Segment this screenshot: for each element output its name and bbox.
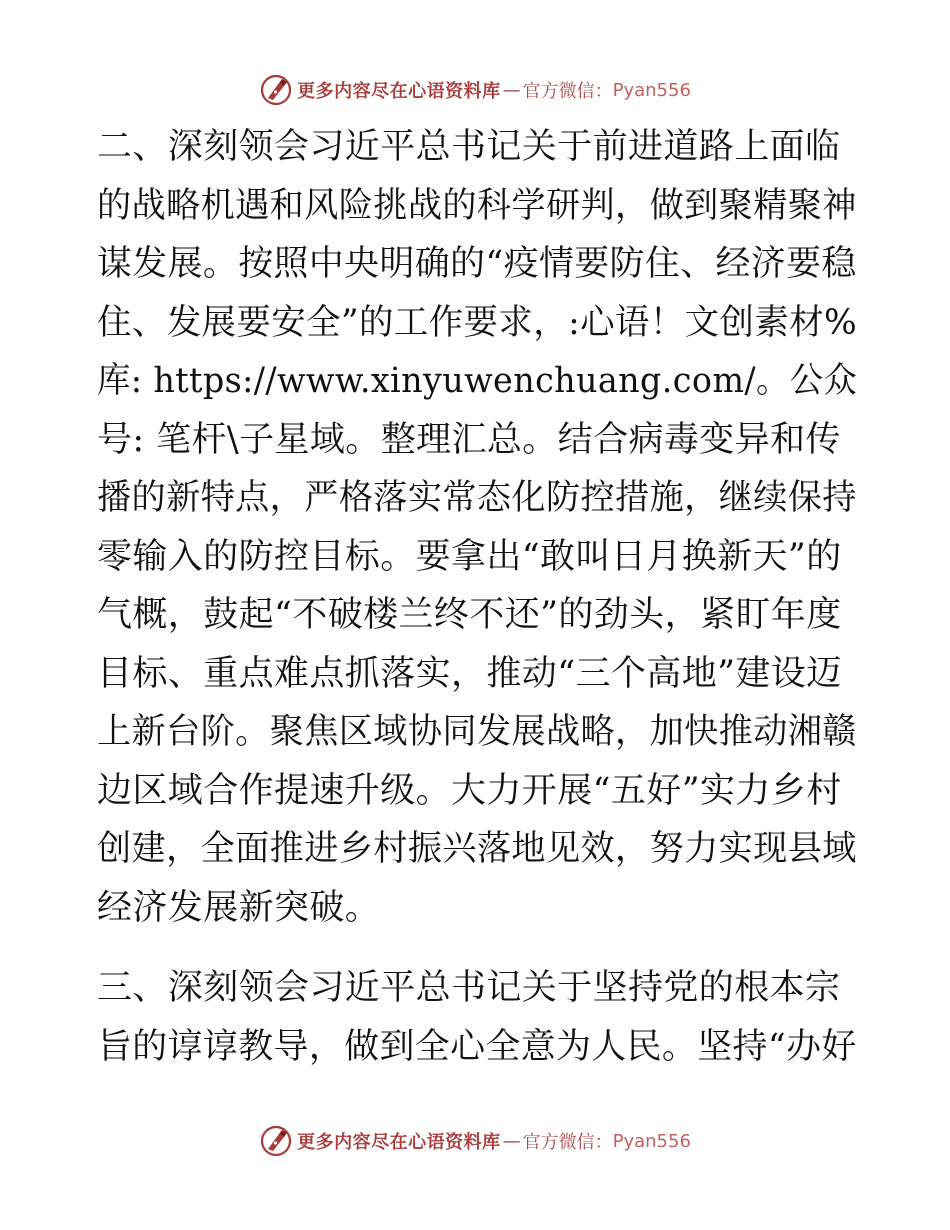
text-line: 谋发展。按照中央明确的“疫情要防住、经济要稳 (97, 244, 857, 284)
header-brand: 更多内容尽在心语资料库 (297, 81, 501, 102)
text-line: 零输入的防控目标。要拿出“敢叫日月换新天”的 (97, 536, 842, 577)
text-line: 二、深刻领会习近平总书记关于前进道路上面临 (97, 127, 841, 167)
text-line: 创建，全面推进乡村振兴落地见效，努力实现县域 (97, 829, 857, 869)
header-watermark (0, 70, 950, 110)
header-official: 官方微信： (522, 81, 613, 102)
text-line: 经济发展新突破。 (97, 887, 381, 928)
text-line: 气概，鼓起“不破楼兰终不还”的劲头，紧盯年度 (97, 595, 842, 635)
text-line: 目标、重点难点抓落实，推动“三个高地”建设迈 (97, 653, 842, 694)
footer-watermark (0, 1121, 950, 1161)
header-wechat-id: Pyan556 (612, 79, 691, 101)
pen-nib-icon (259, 1124, 293, 1158)
text-line: 的战略机遇和风险挑战的科学研判，做到聚精聚神 (97, 185, 857, 226)
text-line: 上新台阶。聚焦区域协同发展战略，加快推动湘赣 (97, 712, 857, 752)
paragraph-3 (97, 959, 857, 1076)
footer-official: 官方微信： (522, 1132, 613, 1153)
text-line: 住、发展要安全”的工作要求，:心语！文创素材% (97, 302, 858, 343)
text-line: 库: https://www.xinyuwenchuang.com/。公众 (97, 361, 858, 401)
header-separator: — (502, 79, 521, 101)
pen-nib-icon (259, 73, 293, 107)
paragraph-2 (97, 118, 857, 937)
text-line: 播的新特点，严格落实常态化防控措施，继续保持 (97, 478, 857, 518)
text-line: 号: 笔杆\子星域。整理汇总。结合病毒变异和传 (97, 419, 841, 460)
footer-separator: — (502, 1130, 521, 1152)
text-line: 边区域合作提速升级。大力开展“五好”实力乡村 (97, 770, 842, 811)
footer-brand: 更多内容尽在心语资料库 (297, 1132, 501, 1153)
document-body (97, 118, 857, 1076)
text-line: 三、深刻领会习近平总书记关于坚持党的根本宗 (97, 968, 841, 1008)
footer-wechat-id: Pyan556 (612, 1130, 691, 1152)
text-line: 旨的谆谆教导，做到全心全意为人民。坚持“办好 (97, 1026, 857, 1067)
